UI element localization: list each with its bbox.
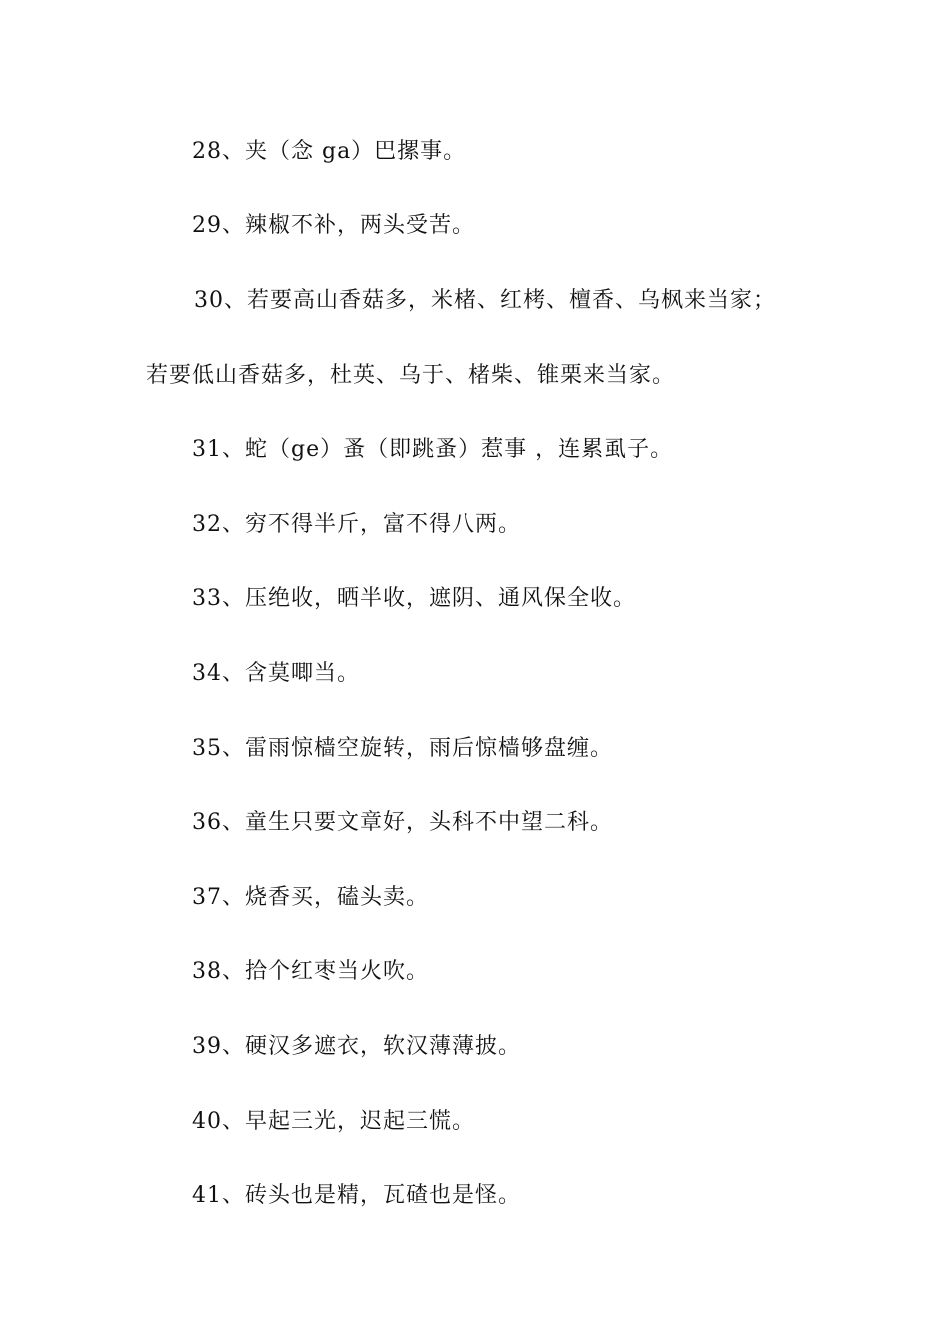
proverb-line-41: 41、砖头也是精，瓦碴也是怪。 xyxy=(192,1183,521,1208)
proverb-line-28: 28、夹（念 ga）巴摞事。 xyxy=(192,139,467,164)
proverb-line-36: 36、童生只要文章好，头科不中望二科。 xyxy=(192,810,613,835)
proverb-line-33: 33、压绝收，晒半收，遮阴、通风保全收。 xyxy=(192,586,636,611)
proverb-line-38: 38、拾个红枣当火吹。 xyxy=(192,959,429,984)
proverb-line-32: 32、穷不得半斤，富不得八两。 xyxy=(192,512,521,537)
proverb-line-30-continued: 若要低山香菇多，杜英、乌于、楮柴、锥栗来当家。 xyxy=(146,363,676,388)
proverb-line-35: 35、雷雨惊樯空旋转，雨后惊樯够盘缠。 xyxy=(192,736,613,761)
proverb-line-40: 40、早起三光，迟起三慌。 xyxy=(192,1109,475,1134)
proverb-line-30: 30、若要高山香菇多，米楮、红栲、檀香、乌枫来当家； xyxy=(194,288,776,313)
proverb-line-34: 34、含莫唧当。 xyxy=(192,661,360,686)
proverb-line-39: 39、硬汉多遮衣，软汉薄薄披。 xyxy=(192,1034,521,1059)
proverb-line-37: 37、烧香买，磕头卖。 xyxy=(192,885,429,910)
proverb-line-31: 31、蛇（ge）蚤（即跳蚤）惹事 ，连累虱子。 xyxy=(192,437,674,462)
proverb-line-29: 29、辣椒不补，两头受苦。 xyxy=(192,213,475,238)
